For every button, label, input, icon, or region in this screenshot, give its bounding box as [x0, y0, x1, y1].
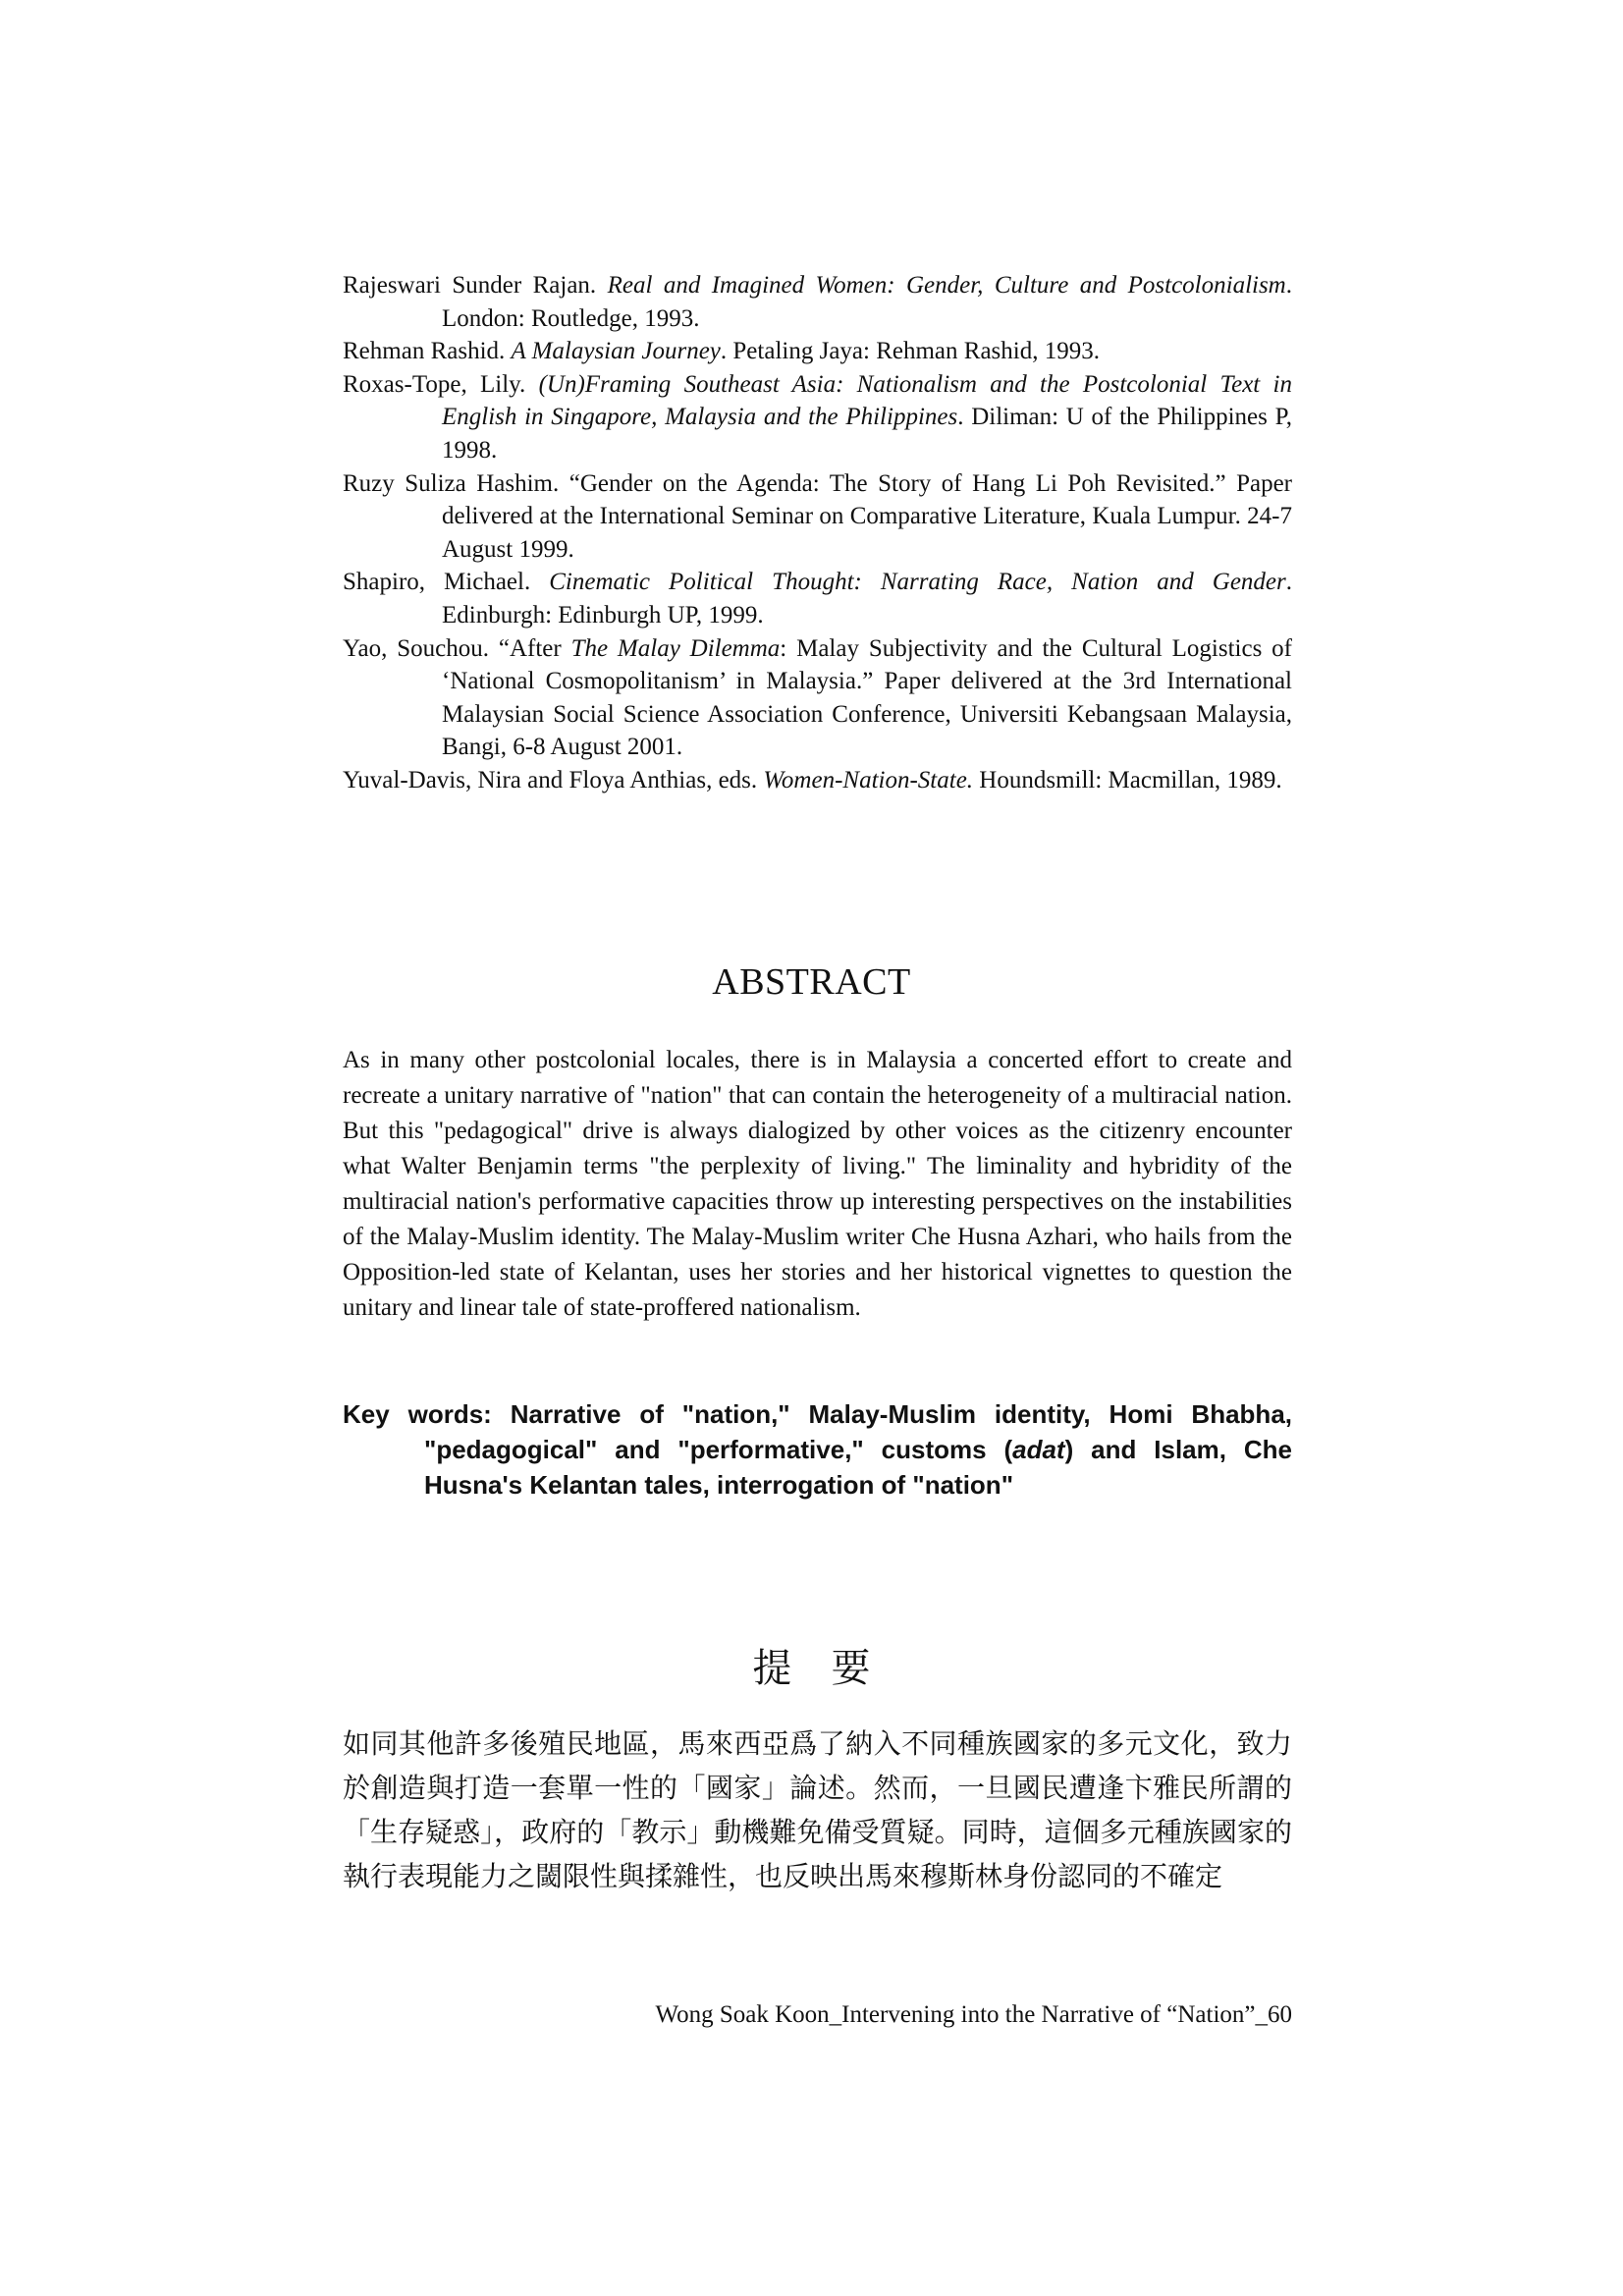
keywords: Key words: Narrative of "nation," Malay-Muslim identity, Homi Bhabha, "pedagogical" and "performative," customs (adat) and Islam, Che Husna's Kelantan tales, interrogation of "nation" [343, 1399, 1292, 1500]
reference-entry: Roxas-Tope, Lily. (Un)Framing Southeast Asia: Nationalism and the Postcolonial Text in English in Singapore, Malaysia and the Philippines. Diliman: U of the Philippines P, 1998. [343, 370, 1292, 464]
reference-entry: Rehman Rashid. A Malaysian Journey. Petaling Jaya: Rehman Rashid, 1993. [343, 338, 1100, 365]
reference-entry: Rajeswari Sunder Rajan. Real and Imagined Women: Gender, Culture and Postcolonialism. London: Routledge, 1993. [343, 272, 1292, 332]
abstract-heading: ABSTRACT [712, 961, 911, 1003]
reference-entry: Yuval-Davis, Nira and Floya Anthias, eds. Women-Nation-State. Houndsmill: Macmillan, 1989. [343, 766, 1282, 793]
chinese-abstract-body: 如同其他許多後殖民地區，馬來西亞爲了納入不同種族國家的多元文化，致力於創造與打造一套單一性的「國家」論述。然而，一旦國民遭逢卞雅民所謂的「生存疑惑」，政府的「教示」動機難免備受質疑。同時，這個多元種族國家的執行表現能力之閾限性與揉雜性，也反映出馬來穆斯林身份認同的不確定 [343, 1727, 1292, 1892]
reference-entry: Ruzy Suliza Hashim. “Gender on the Agenda: The Story of Hang Li Poh Revisited.” Paper delivered at the International Seminar on Comparative Literature, Kuala Lumpur. 24-7 August 1999. [343, 469, 1292, 563]
reference-entry: Shapiro, Michael. Cinematic Political Thought: Narrating Race, Nation and Gender. Edinburgh: Edinburgh UP, 1999. [343, 569, 1293, 629]
page-footer: Wong Soak Koon_Intervening into the Narrative of “Nation”_60 [655, 2001, 1292, 2028]
abstract-body: As in many other postcolonial locales, there is in Malaysia a concerted effort to create and recreate a unitary narrative of "nation" that can contain the heterogeneity of a multiracial nation. But this "pedagogical" drive is always dialogized by other voices as the citizenry encounter what Walter Benjamin terms "the perplexity of living." The liminality and hybridity of the multiracial nation's performative capacities throw up interesting perspectives on the instabilities of the Malay-Muslim identity. The Malay-Muslim writer Che Husna Azhari, who hails from the Opposition-led state of Kelantan, uses her stories and her historical vignettes to question the unitary and linear tale of state-proffered nationalism. [343, 1047, 1292, 1321]
chinese-abstract-heading: 提要 [752, 1646, 910, 1690]
references-list [343, 269, 1292, 797]
reference-entry: Yao, Souchou. “After The Malay Dilemma: Malay Subjectivity and the Cultural Logistics of ‘National Cosmopolitanism’ in Malaysia.” Paper delivered at the 3rd International Malaysian Social Science Association Conference, Universiti Kebangsaan Malaysia, Bangi, 6-8 August 2001. [343, 634, 1292, 761]
